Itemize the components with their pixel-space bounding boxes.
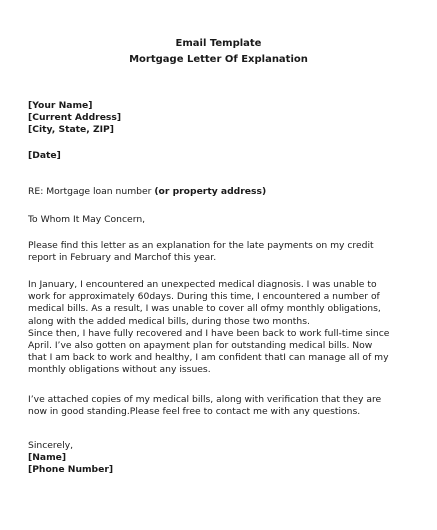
paragraph-2-line: April. I’ve also gotten on apayment plan for outstanding medical bills. Now — [28, 340, 373, 352]
sender-name: [Your Name] — [28, 100, 93, 111]
document-title: Email Template — [175, 38, 262, 49]
date-line: [Date] — [28, 150, 61, 161]
paragraph-1-line: Please find this letter as an explanation for the late payments on my credit — [28, 240, 374, 251]
paragraph-3 — [28, 394, 418, 418]
paragraph-1 — [28, 240, 418, 264]
closing-phone: [Phone Number] — [28, 464, 114, 476]
paragraph-2-line: In January, I encountered an unexpected medical diagnosis. I was unable to — [28, 279, 377, 290]
closing-name: [Name] — [28, 452, 67, 464]
paragraph-2-line: along with the added medical bills, during those two months. — [28, 315, 310, 327]
re-line — [28, 186, 418, 198]
sender-city-state-zip: [City, State, ZIP] — [28, 124, 114, 136]
paragraph-2-line: that I am back to work and healthy, I am confident thatI can manage all of my — [28, 352, 389, 364]
sender-address: [Current Address] — [28, 112, 122, 124]
salutation: To Whom It May Concern, — [28, 214, 146, 225]
closing-signoff: Sincerely, — [28, 440, 74, 451]
re-line-prefix: RE: Mortgage loan number — [28, 186, 155, 197]
re-line-suffix: (or property address) — [154, 186, 267, 197]
paragraph-2 — [28, 279, 418, 377]
document-subtitle: Mortgage Letter Of Explanation — [129, 54, 308, 65]
paragraph-2-line: monthly obligations without any issues. — [28, 364, 211, 376]
paragraph-3-line: now in good standing.Please feel free to contact me with any questions. — [28, 406, 361, 418]
paragraph-3-line: I’ve attached copies of my medical bills, along with verification that they are — [28, 394, 382, 405]
closing-block — [28, 440, 418, 477]
paragraph-2-line: Since then, I have fully recovered and I have been back to work full-time since — [28, 327, 390, 339]
paragraph-2-line: work for approximately 60days. During this time, I encountered a number of — [28, 291, 380, 303]
paragraph-1-line: report in February and Marchof this year. — [28, 252, 217, 264]
sender-block — [28, 100, 418, 137]
paragraph-2-line: medical bills. As a result, I was unable to cover all ofmy monthly obligations, — [28, 303, 381, 315]
